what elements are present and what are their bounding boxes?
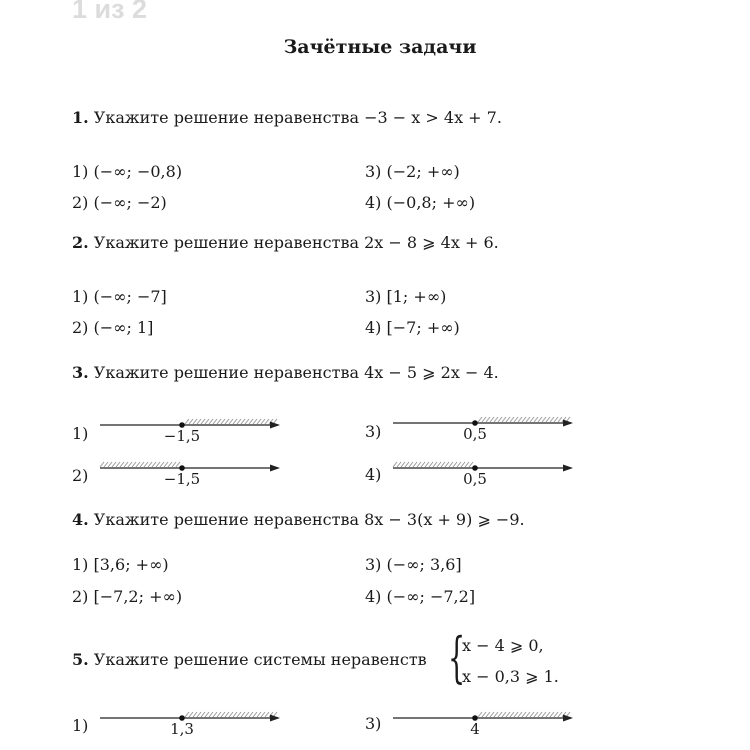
hatch-mark — [461, 462, 465, 467]
option-label[interactable]: 1) — [72, 716, 89, 735]
hatch-mark — [510, 417, 514, 422]
arrow-icon — [563, 465, 573, 472]
hatch-mark — [253, 712, 257, 717]
hatch-mark — [437, 462, 441, 467]
question-text: Укажите решение неравенства 8x − 3(x + 9) ⩾ −9. — [93, 510, 525, 529]
answer-option[interactable]: 4) (−∞; −7,2] — [365, 587, 476, 606]
hatch-mark — [241, 419, 245, 424]
arrow-icon — [563, 715, 573, 722]
hatch-mark — [225, 712, 229, 717]
question-number: 2. — [72, 233, 89, 252]
hatch-mark — [490, 712, 494, 717]
hatch-mark — [265, 712, 269, 717]
hatch-mark — [478, 417, 482, 422]
hatch-mark — [205, 419, 209, 424]
question-number: 4. — [72, 510, 89, 529]
hatch-mark — [225, 419, 229, 424]
hatch-mark — [209, 419, 213, 424]
hatch-mark — [538, 712, 542, 717]
hatch-mark — [498, 712, 502, 717]
arrow-icon — [270, 422, 280, 429]
hatch-mark — [257, 419, 261, 424]
point-label: 0,5 — [463, 470, 487, 488]
hatch-mark — [554, 712, 558, 717]
hatch-mark — [185, 419, 189, 424]
hatch-mark — [542, 712, 546, 717]
question-3 — [72, 363, 499, 382]
answer-option[interactable]: 2) [−7,2; +∞) — [72, 587, 183, 606]
hatch-mark — [197, 419, 201, 424]
hatch-mark — [433, 462, 437, 467]
hatch-mark — [172, 462, 176, 467]
option-label[interactable]: 3) — [365, 422, 382, 441]
page-title: Зачётные задачи — [283, 36, 477, 58]
hatch-mark — [261, 419, 265, 424]
answer-option[interactable]: 1) (−∞; −7] — [72, 287, 167, 306]
system-brace: { — [448, 626, 466, 689]
hatch-mark — [257, 712, 261, 717]
point-label: 4 — [470, 720, 480, 738]
hatch-mark — [405, 462, 409, 467]
hatch-mark — [241, 712, 245, 717]
question-4 — [72, 510, 525, 529]
question-number: 3. — [72, 363, 89, 382]
hatch-mark — [465, 462, 469, 467]
hatch-mark — [401, 462, 405, 467]
hatch-mark — [421, 462, 425, 467]
hatch-mark — [164, 462, 168, 467]
hatch-mark — [534, 417, 538, 422]
hatch-mark — [201, 419, 205, 424]
hatch-mark — [502, 712, 506, 717]
hatch-mark — [409, 462, 413, 467]
number-line-option[interactable] — [393, 706, 593, 746]
hatch-mark — [189, 419, 193, 424]
arrow-icon — [563, 420, 573, 427]
hatch-mark — [116, 462, 120, 467]
hatch-mark — [429, 462, 433, 467]
inequality-system — [448, 626, 559, 692]
hatch-mark — [502, 417, 506, 422]
hatch-mark — [510, 712, 514, 717]
hatch-mark — [498, 417, 502, 422]
hatch-mark — [104, 462, 108, 467]
hatch-mark — [506, 712, 510, 717]
hatch-mark — [193, 712, 197, 717]
hatch-mark — [506, 417, 510, 422]
answer-option[interactable]: 1) (−∞; −0,8) — [72, 162, 183, 181]
point-label: 1,3 — [170, 720, 194, 738]
hatch-mark — [550, 712, 554, 717]
hatch-mark — [249, 712, 253, 717]
hatch-mark — [237, 712, 241, 717]
question-5 — [72, 650, 427, 669]
hatch-mark — [124, 462, 128, 467]
hatch-mark — [193, 419, 197, 424]
number-line-option[interactable] — [393, 411, 593, 451]
hatch-mark — [494, 712, 498, 717]
question-number: 1. — [72, 108, 89, 127]
hatch-mark — [518, 417, 522, 422]
hatch-mark — [249, 419, 253, 424]
hatch-mark — [449, 462, 453, 467]
hatch-mark — [445, 462, 449, 467]
hatch-mark — [120, 462, 124, 467]
hatch-mark — [136, 462, 140, 467]
hatch-mark — [546, 417, 550, 422]
hatch-mark — [108, 462, 112, 467]
point-label: 0,5 — [463, 425, 487, 443]
hatch-mark — [213, 419, 217, 424]
hatch-mark — [176, 462, 180, 467]
point-label: −1,5 — [163, 427, 201, 445]
hatch-mark — [486, 712, 490, 717]
hatch-mark — [209, 712, 213, 717]
arrow-icon — [270, 715, 280, 722]
hatch-mark — [156, 462, 160, 467]
hatch-mark — [558, 712, 562, 717]
hatch-mark — [140, 462, 144, 467]
hatch-mark — [542, 417, 546, 422]
number-line — [393, 706, 575, 726]
hatch-mark — [534, 712, 538, 717]
hatch-mark — [237, 419, 241, 424]
question-number: 5. — [72, 650, 89, 669]
hatch-mark — [213, 712, 217, 717]
question-text: Укажите решение неравенства −3 − x > 4x + 7. — [93, 108, 502, 127]
hatch-mark — [397, 462, 401, 467]
hatch-mark — [233, 712, 237, 717]
hatch-mark — [245, 712, 249, 717]
hatch-mark — [514, 417, 518, 422]
hatch-mark — [417, 462, 421, 467]
hatch-mark — [132, 462, 136, 467]
hatch-mark — [482, 417, 486, 422]
hatch-mark — [197, 712, 201, 717]
option-label[interactable]: 3) — [365, 714, 382, 733]
answer-option[interactable]: 4) (−0,8; +∞) — [365, 193, 476, 212]
hatch-mark — [128, 462, 132, 467]
question-1 — [72, 108, 502, 127]
arrow-icon — [270, 465, 280, 472]
hatch-mark — [221, 419, 225, 424]
hatch-mark — [100, 462, 104, 467]
hatch-mark — [550, 417, 554, 422]
hatch-mark — [221, 712, 225, 717]
hatch-mark — [112, 462, 116, 467]
hatch-mark — [518, 712, 522, 717]
hatch-mark — [229, 419, 233, 424]
hatch-mark — [217, 712, 221, 717]
hatch-mark — [469, 462, 473, 467]
hatch-mark — [486, 417, 490, 422]
point-label: −1,5 — [163, 470, 201, 488]
number-line-option[interactable] — [100, 413, 300, 453]
hatch-mark — [494, 417, 498, 422]
hatch-mark — [490, 417, 494, 422]
page-counter: 1 из 2 — [72, 0, 148, 24]
hatch-mark — [152, 462, 156, 467]
hatch-mark — [514, 712, 518, 717]
number-line-option[interactable] — [100, 706, 300, 746]
hatch-mark — [441, 462, 445, 467]
hatch-mark — [205, 712, 209, 717]
number-line-option[interactable] — [100, 456, 300, 496]
answer-option[interactable]: 3) (−∞; 3,6] — [365, 555, 462, 574]
system-line: x − 4 ⩾ 0, — [462, 636, 544, 655]
hatch-mark — [261, 712, 265, 717]
hatch-mark — [530, 712, 534, 717]
option-label[interactable]: 1) — [72, 424, 89, 443]
answer-option[interactable]: 3) (−2; +∞) — [365, 162, 460, 181]
hatch-mark — [425, 462, 429, 467]
hatch-mark — [453, 462, 457, 467]
hatch-mark — [522, 712, 526, 717]
hatch-mark — [168, 462, 172, 467]
hatch-mark — [245, 419, 249, 424]
hatch-mark — [393, 462, 397, 467]
hatch-mark — [148, 462, 152, 467]
hatch-mark — [526, 417, 530, 422]
hatch-mark — [185, 712, 189, 717]
hatch-mark — [413, 462, 417, 467]
hatch-mark — [478, 712, 482, 717]
option-label[interactable]: 2) — [72, 466, 89, 485]
answer-option[interactable]: 2) (−∞; −2) — [72, 193, 167, 212]
hatch-mark — [457, 462, 461, 467]
hatch-mark — [526, 712, 530, 717]
hatch-mark — [554, 417, 558, 422]
hatch-mark — [229, 712, 233, 717]
hatch-mark — [265, 419, 269, 424]
question-text: Укажите решение неравенства 2x − 8 ⩾ 4x + 6. — [93, 233, 499, 252]
hatch-mark — [201, 712, 205, 717]
question-text: Укажите решение системы неравенств — [93, 650, 427, 669]
hatch-mark — [253, 419, 257, 424]
hatch-mark — [522, 417, 526, 422]
hatch-mark — [144, 462, 148, 467]
question-text: Укажите решение неравенства 4x − 5 ⩾ 2x − 4. — [93, 363, 499, 382]
answer-option[interactable]: 3) [1; +∞) — [365, 287, 447, 306]
hatch-mark — [530, 417, 534, 422]
answer-option[interactable]: 4) [−7; +∞) — [365, 318, 460, 337]
answer-option[interactable]: 2) (−∞; 1] — [72, 318, 154, 337]
hatch-mark — [189, 712, 193, 717]
hatch-mark — [217, 419, 221, 424]
hatch-mark — [233, 419, 237, 424]
hatch-mark — [482, 712, 486, 717]
question-2 — [72, 233, 499, 252]
hatch-mark — [558, 417, 562, 422]
hatch-mark — [160, 462, 164, 467]
system-line: x − 0,3 ⩾ 1. — [462, 667, 559, 686]
hatch-mark — [546, 712, 550, 717]
option-label[interactable]: 4) — [365, 465, 382, 484]
hatch-mark — [538, 417, 542, 422]
answer-option[interactable]: 1) [3,6; +∞) — [72, 555, 169, 574]
number-line-option[interactable] — [393, 456, 593, 496]
